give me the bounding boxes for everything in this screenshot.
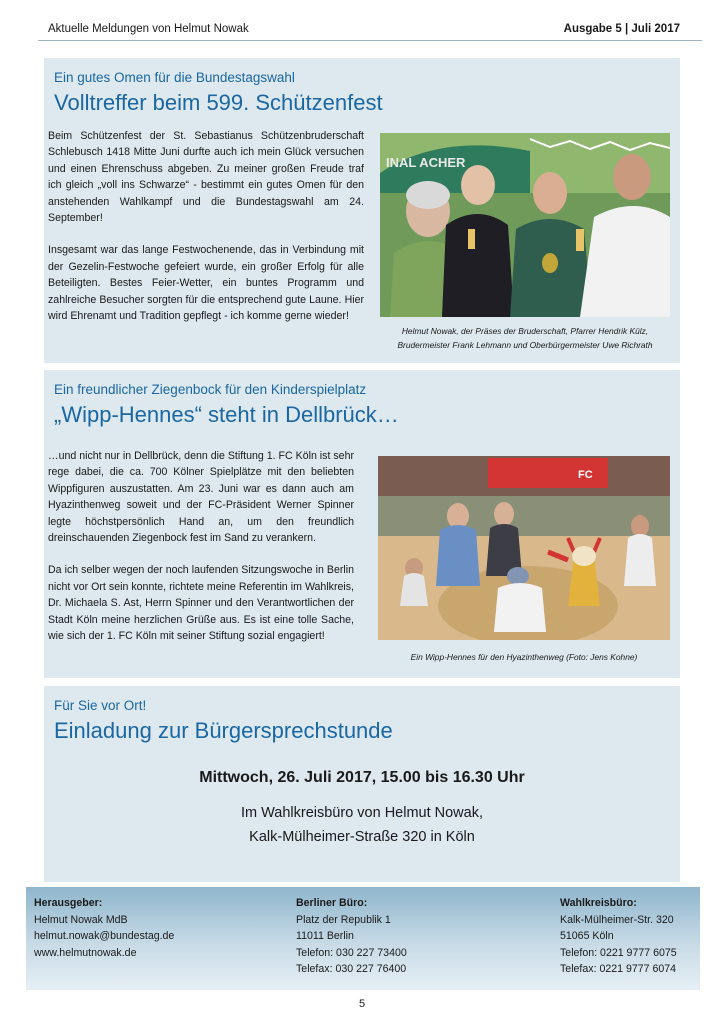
footer-district-office — [560, 895, 677, 978]
footer-berlin-office — [296, 895, 407, 978]
article-title: „Wipp-Hennes“ steht in Dellbrück… — [54, 402, 399, 427]
article-schuetzenfest — [44, 58, 680, 363]
page-number: 5 — [358, 998, 366, 1010]
footer-title: Wahlkreisbüro: — [560, 897, 637, 909]
publisher-email[interactable]: helmut.nowak@bundestag.de — [34, 930, 175, 943]
article-body — [48, 128, 364, 340]
photo-sign-text: INAL ACHER — [386, 155, 466, 170]
photo-wipp-hennes — [378, 456, 670, 640]
article-body — [48, 448, 354, 660]
office-fax: Telefax: 0221 9777 6074 — [560, 963, 677, 976]
photo-schuetzenfest — [380, 133, 670, 317]
footer-contact — [26, 887, 700, 990]
article-sprechstunde — [44, 686, 680, 882]
photo-sign-text: FC — [578, 469, 593, 481]
office-city: 51065 Köln — [560, 930, 614, 943]
page-header — [38, 18, 702, 41]
footer-title: Berliner Büro: — [296, 897, 368, 909]
article-kicker: Für Sie vor Ort! — [54, 698, 147, 713]
article-kicker: Ein freundlicher Ziegenbock für den Kinderspielplatz — [54, 382, 367, 397]
article-paragraph: Insgesamt war das lange Festwochenende, das in Verbindung mit der Gezelin-Festwoche gefeiert wurde, ein großer Erfolg für alle Beteiligten. Bestes Feier-Wetter, ein buntes Programm und zahlreiche Besucher sorgten für die entsprechend gute Laune. Hier wird Ehrenamt und Tradition gepflegt - ich komme gerne wieder! — [48, 244, 364, 323]
article-paragraph: …und nicht nur in Dellbrück, denn die Stiftung 1. FC Köln ist sehr rege dabei, die ca. 700 Kölner Spielplätze mit den beliebten Wippfiguren auszustatten. Am 23. Juni war es dann auch am Hyazinthenweg soweit und der FC-Präsident Werner Spinner legte höchstpersönlich Hand an, um den freundlich dreinschauenden Ziegenbock fest im Sand zu verankern. — [48, 450, 354, 545]
office-city: 11011 Berlin — [296, 930, 354, 943]
article-title: Volltreffer beim 599. Schützenfest — [54, 90, 383, 115]
event-address: Kalk-Mülheimer-Straße 320 in Köln — [249, 829, 475, 845]
office-phone: Telefon: 030 227 73400 — [296, 946, 407, 959]
publisher-name: Helmut Nowak MdB — [34, 913, 128, 926]
event-place: Im Wahlkreisbüro von Helmut Nowak, — [240, 805, 483, 821]
office-fax: Telefax: 030 227 76400 — [296, 963, 407, 976]
article-wipp-hennes — [44, 370, 680, 678]
caption-line: Helmut Nowak, der Präses der Bruderschaft, Pfarrer Hendrik Külz, — [401, 326, 649, 336]
office-phone: Telefon: 0221 9777 6075 — [560, 946, 677, 959]
header-issue: Ausgabe 5 | Juli 2017 — [563, 23, 680, 35]
article-title: Einladung zur Bürgersprechstunde — [54, 718, 393, 743]
caption-line: Brudermeister Frank Lehmann und Oberbürgermeister Uwe Richrath — [397, 340, 653, 350]
footer-title: Herausgeber: — [34, 897, 103, 909]
header-publication: Aktuelle Meldungen von Helmut Nowak — [48, 23, 249, 35]
office-street: Kalk-Mülheimer-Str. 320 — [560, 913, 674, 926]
event-date: Mittwoch, 26. Juli 2017, 15.00 bis 16.30 Uhr — [199, 769, 525, 786]
photo-caption: Ein Wipp-Hennes für den Hyazinthenweg (Foto: Jens Kohne) — [410, 652, 638, 662]
photo-caption — [380, 324, 670, 352]
office-street: Platz der Republik 1 — [296, 913, 391, 926]
publisher-website[interactable]: www.helmutnowak.de — [34, 946, 137, 959]
article-paragraph: Da ich selber wegen der noch laufenden Sitzungswoche in Berlin nicht vor Ort sein konnte, richtete meine Referentin im Wahlkreis, Dr. Michaela S. Ast, Herrn Spinner und den Verantwortlichen der Stadt Köln meine herzlichen Grüße aus. Es ist eine tolle Sache, wie sich der 1. FC Köln mit seiner Stiftung sozial engagiert! — [48, 564, 354, 643]
article-paragraph: Beim Schützenfest der St. Sebastianus Schützenbruderschaft Schlebusch 1418 Mitte Juni durfte auch ich mein Glück versuchen und einen Ehrenschuss abgeben. Zu meiner großen Freude traf ich gleich „voll ins Schwarze“ - bestimmt ein gutes Omen für den anstehenden Wahlkampf und die Bundestagswahl am 24. September! — [48, 130, 364, 225]
footer-publisher — [34, 895, 174, 961]
article-kicker: Ein gutes Omen für die Bundestagswahl — [54, 70, 295, 85]
